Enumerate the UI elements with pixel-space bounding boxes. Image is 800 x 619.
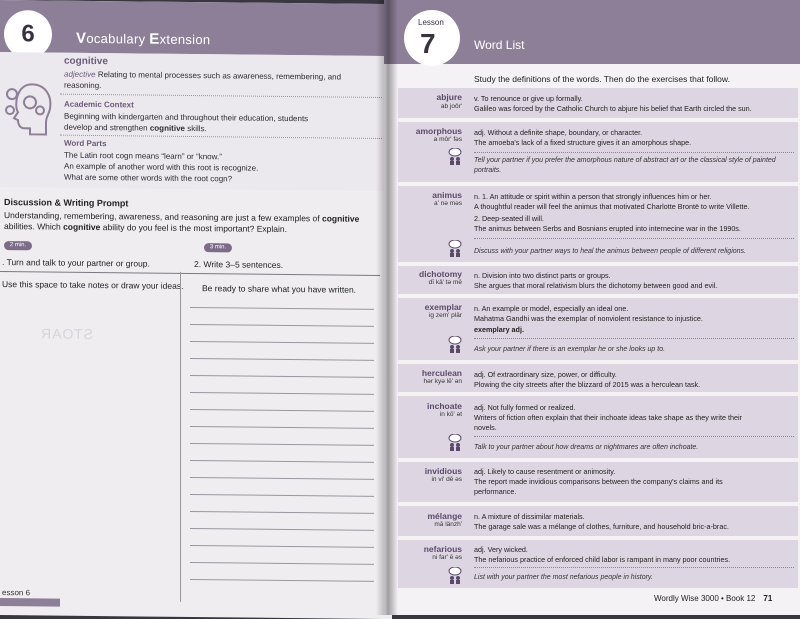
- partner-talk-icon: [448, 567, 462, 585]
- definition: adj. Without a definite shape, boundary, or character.: [474, 128, 643, 137]
- example: The nefarious practice of enforced child labor is rampant in many poor countries.: [474, 555, 731, 564]
- example: Writers of fiction often explain that their inchoate ideas take shape as they write their: [474, 413, 742, 422]
- writing-line[interactable]: [190, 324, 374, 327]
- timer-pill: 2 min.: [4, 241, 32, 250]
- writing-line[interactable]: [190, 426, 374, 429]
- academic-context-label: Academic Context: [64, 99, 134, 110]
- partner-prompt: Talk to your partner about how dreams or nightmares are often inchoate.: [474, 444, 699, 451]
- pronunciation: mā länzh': [434, 521, 462, 528]
- pronunciation: hər kyə lē' ən: [423, 378, 462, 385]
- divider: [474, 338, 794, 339]
- writing-line[interactable]: [190, 460, 374, 463]
- chapter-number-badge: 6: [4, 10, 52, 59]
- writing-line[interactable]: [190, 392, 374, 395]
- writing-line[interactable]: [190, 511, 374, 514]
- partner-prompt: List with your partner the most nefarious people in history.: [474, 574, 653, 581]
- extension-word: cognitive: [64, 55, 108, 68]
- lesson-number: 7: [420, 28, 436, 59]
- headword: animus: [432, 190, 462, 200]
- definition: adj. Likely to cause resentment or animosity.: [474, 467, 616, 476]
- word-parts-line: An example of another word with this root is recognize.: [64, 161, 259, 173]
- definition-line: adjective Relating to mental processes such as awareness, remembering, and: [64, 69, 342, 82]
- definition: n. 1. An attitude or spirit within a person that strongly influences him or her.: [474, 192, 712, 201]
- divider: [474, 436, 794, 437]
- writing-line[interactable]: [190, 375, 374, 378]
- partner-prompt: Discuss with your partner ways to heal the animus between people of different religions.: [474, 248, 746, 255]
- partner-talk-icon: [448, 148, 462, 166]
- definition-2: 2. Deep-seated ill will.: [474, 214, 544, 223]
- show-through-text: STOAR: [40, 325, 93, 342]
- pronunciation: in vi' dē əs: [431, 476, 462, 483]
- divider: [474, 567, 794, 568]
- pronunciation: in kō' ət: [439, 411, 462, 418]
- notes-instruction: Use this space to take notes or draw your ideas.: [2, 279, 184, 291]
- pronunciation: ni far' ē əs: [432, 554, 462, 561]
- brain-gears-icon: [2, 80, 54, 141]
- pronunciation: a môr' fəs: [433, 136, 462, 143]
- partner-prompt: Ask your partner if there is an exemplar he or she looks up to.: [474, 346, 666, 353]
- definition: n. An example or model, especially an ideal one.: [474, 304, 629, 313]
- right-page: [384, 0, 800, 615]
- prompt-text: Understanding, remembering, awareness, and reasoning are just a few examples of cognitive: [4, 210, 360, 224]
- writing-line[interactable]: [190, 528, 374, 531]
- word-parts-line: What are some other words with the root cogn?: [64, 172, 233, 184]
- headword: dichotomy: [419, 269, 462, 279]
- academic-context-line: Beginning with kindergarten and throughout their education, students: [64, 111, 309, 124]
- example: She argues that moral relativism blurs the dichotomy between good and evil.: [474, 281, 718, 290]
- example: A thoughtful reader will feel the animus that motivated Charlotte Brontë to write Villette.: [474, 202, 750, 211]
- example-2: The animus between Serbs and Bosnians erupted into internecine war in the 1990s.: [474, 224, 741, 233]
- word-list-instructions: Study the definitions of the words. Then do the exercises that follow.: [474, 74, 730, 84]
- writing-line[interactable]: [190, 494, 374, 497]
- left-page: [0, 0, 392, 619]
- headword: amorphous: [415, 126, 462, 136]
- share-instruction: Be ready to share what you have written.: [202, 283, 357, 295]
- headword: invidious: [424, 466, 462, 476]
- pronunciation: a' nə məs: [434, 200, 462, 207]
- writing-line[interactable]: [190, 443, 374, 446]
- prompt-title: Discussion & Writing Prompt: [4, 197, 129, 209]
- writing-line[interactable]: [190, 477, 374, 480]
- writing-line[interactable]: [190, 341, 374, 344]
- definition: adj. Of extraordinary size, power, or difficulty.: [474, 370, 617, 379]
- lesson-label: Lesson: [418, 18, 444, 27]
- partner-talk-icon: [448, 240, 462, 258]
- prompt-text-2: abilities. Which cognitive ability do you feel is the most important? Explain.: [4, 221, 287, 235]
- timer-pill: 3 min.: [204, 243, 232, 252]
- writing-line[interactable]: [190, 358, 374, 361]
- example: Plowing the city streets after the blizzard of 2015 was a herculean task.: [474, 380, 701, 389]
- example: Mahatma Gandhi was the exemplar of nonviolent resistance to injustice.: [474, 314, 703, 323]
- example: Galileo was forced by the Catholic Church to abjure his belief that Earth circled the sun.: [474, 104, 752, 113]
- step-2: 2. Write 3–5 sentences.: [194, 259, 284, 270]
- divider: [474, 238, 794, 239]
- headword: herculean: [421, 368, 462, 378]
- pronunciation: dī kä' tə mē: [428, 279, 462, 286]
- partner-talk-icon: [448, 336, 462, 354]
- example-cont: performance.: [474, 487, 517, 496]
- definition: n. Division into two distinct parts or groups.: [474, 271, 611, 280]
- headword: exemplar: [424, 302, 462, 312]
- example: The garage sale was a mélange of clothes, furniture, and household bric-a-brac.: [474, 522, 729, 531]
- headword: mélange: [427, 511, 462, 521]
- word-parts-label: Word Parts: [64, 138, 107, 149]
- writing-line[interactable]: [190, 562, 374, 565]
- writing-line[interactable]: [190, 545, 374, 548]
- headword: inchoate: [427, 401, 462, 411]
- step-1: . Turn and talk to your partner or group.: [2, 257, 150, 269]
- page-footer-right: Wordly Wise 3000 • Book 12 71: [654, 594, 773, 603]
- academic-context-line-2: develop and strengthen cognitive skills.: [64, 122, 207, 134]
- definition: n. A mixture of dissimilar materials.: [474, 512, 585, 521]
- notes-area[interactable]: [0, 270, 184, 602]
- writing-line[interactable]: [190, 409, 374, 412]
- pronunciation: ig zem' plär: [428, 312, 462, 319]
- headword: abjure: [436, 92, 462, 102]
- definition-line-2: reasoning.: [64, 80, 102, 91]
- word-parts-line: The Latin root cogn means “learn” or “know.”: [64, 150, 222, 162]
- book-gutter-shadow: [376, 0, 398, 615]
- writing-line[interactable]: [190, 579, 374, 582]
- example: The report made invidious comparisons between the company's claims and its: [474, 477, 723, 486]
- pronunciation: ab joôr': [440, 103, 462, 110]
- example: The amoeba's lack of a fixed structure gives it an amorphous shape.: [474, 138, 692, 147]
- definition: v. To renounce or give up formally.: [474, 94, 583, 103]
- chapter-title: Vocabulary Extension: [76, 29, 211, 48]
- definition: adj. Very wicked.: [474, 545, 528, 554]
- discussion-prompt: [0, 197, 392, 295]
- footer-band: [0, 598, 60, 607]
- definition: adj. Not fully formed or realized.: [474, 403, 576, 412]
- example-cont: novels.: [474, 423, 497, 432]
- partner-talk-icon: [448, 434, 462, 452]
- page-footer-left: esson 6: [2, 588, 31, 598]
- writing-line[interactable]: [190, 307, 374, 310]
- derived-form: exemplary adj.: [474, 325, 524, 334]
- partner-prompt: Tell your partner if you prefer the amorphous nature of abstract art or the classical style of painted portraits.: [474, 157, 776, 174]
- headword: nefarious: [423, 544, 462, 554]
- word-list-title: Word List: [474, 38, 525, 52]
- divider: [474, 152, 794, 153]
